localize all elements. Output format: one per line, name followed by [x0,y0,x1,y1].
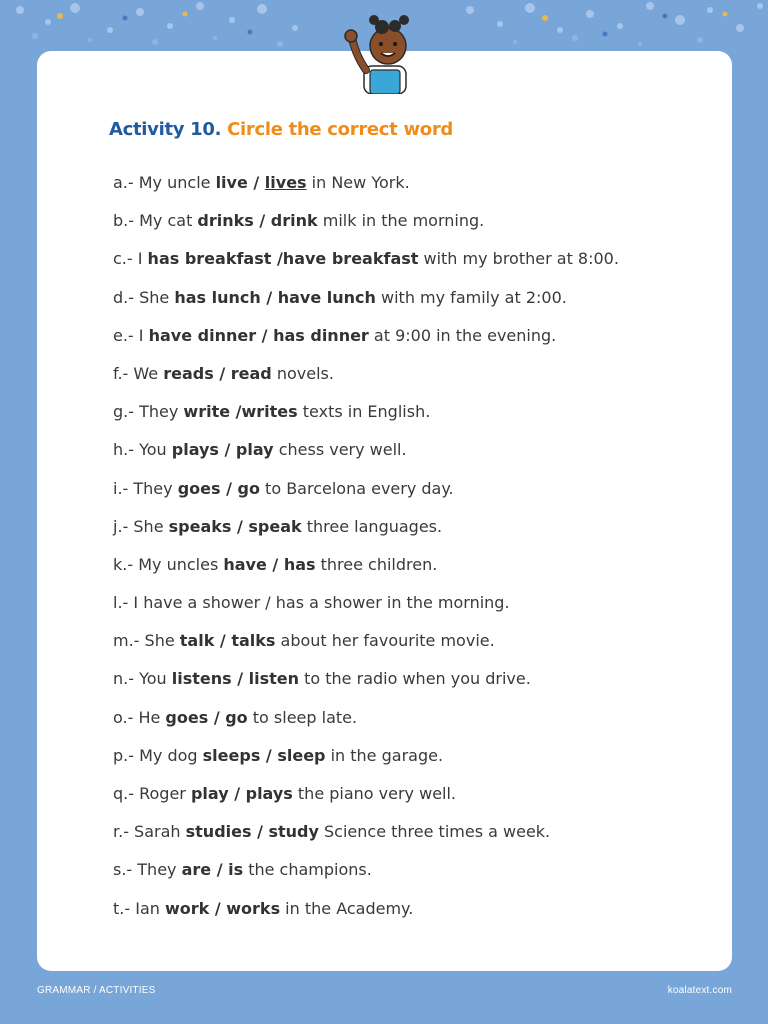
exercise-item-r: r.- Sarah studies / study Science three times a week. [113,822,551,842]
exercise-item-j: j.- She speaks / speak three languages. [113,516,443,536]
exercise-item-q: q.- Roger play / plays the piano very well. [113,784,457,803]
activity-title [109,119,453,140]
exercise-item-f: f.- We reads / read novels. [113,363,334,383]
exercise-item-i: i.- They goes / go to Barcelona every day. [113,478,454,498]
exercise-item-k: k.- My uncles have / has three children. [113,554,438,574]
exercise-item-p: p.- My dog sleeps / sleep in the garage. [113,745,444,765]
exercise-item-d: d.- She has lunch / have lunch with my family at 2:00. [113,287,567,307]
waving-child-icon [342,8,424,94]
exercise-item-s: s.- They are / is the champions. [113,860,372,880]
exercise-item-o: o.- He goes / go to sleep late. [113,707,358,727]
exercise-item-h: h.- You plays / play chess very well. [113,440,407,460]
exercise-item-t: t.- Ian work / works in the Academy. [113,898,414,918]
exercise-item-b: b.- My cat drinks / drink milk in the morning. [113,211,485,231]
activity-number: Activity 10. [109,119,222,140]
activity-instruction: Circle the correct word [227,119,454,140]
exercise-item-m: m.- She talk / talks about her favourite movie. [113,631,495,651]
exercise-item-g: g.- They write /writes texts in English. [113,402,431,422]
footer-website-link[interactable]: koalatext.com [667,985,732,996]
exercise-item-n: n.- You listens / listen to the radio when you drive. [113,669,531,689]
exercise-item-e: e.- I have dinner / has dinner at 9:00 in the evening. [113,325,557,345]
exercise-item-l: l.- I have a shower / has a shower in the morning. [113,593,510,613]
exercise-item-a: a.- My uncle live / lives in New York. [113,173,410,192]
footer-section-label: GRAMMAR / ACTIVITIES [37,985,156,996]
exercise-list [113,172,713,936]
exercise-item-c: c.- I has breakfast /have breakfast with my brother at 8:00. [113,249,619,269]
